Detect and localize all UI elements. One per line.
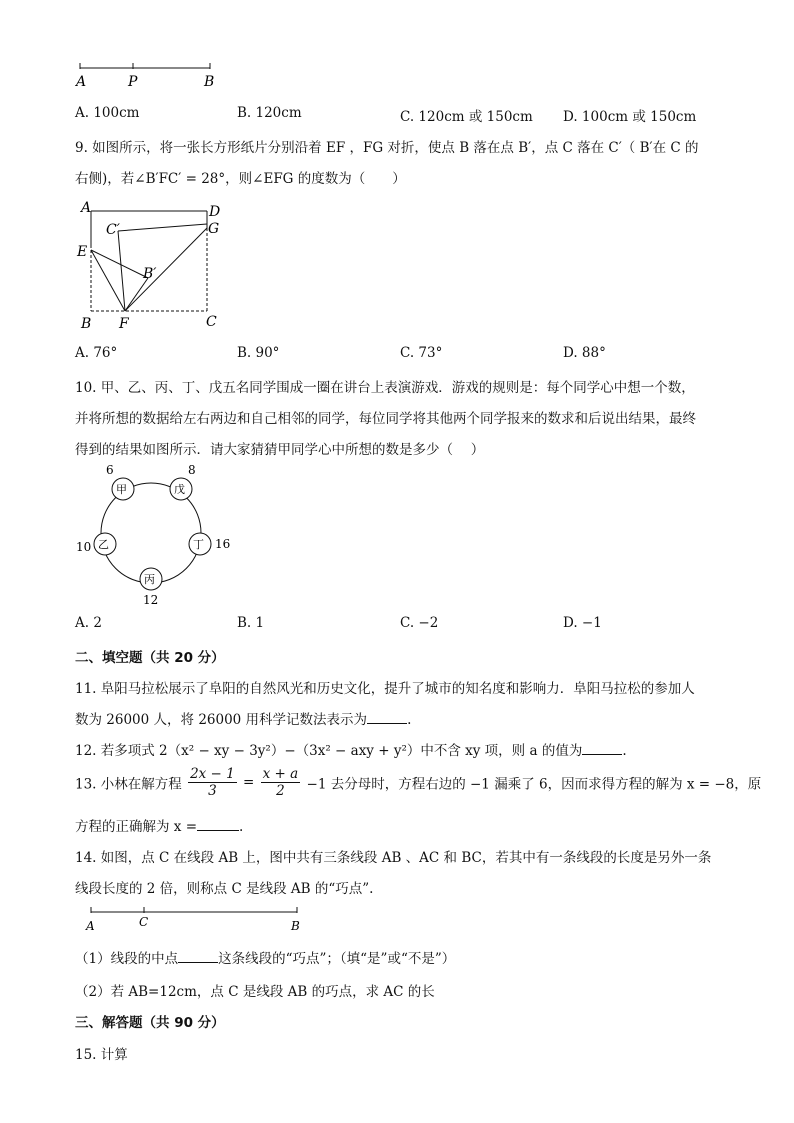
svg-text:丙: 丙 <box>144 573 155 586</box>
q14-line2: 线段长度的 2 倍，则称点 C 是线段 AB 的“巧点”. <box>75 881 374 897</box>
number-wu: 8 <box>188 463 196 477</box>
section-3-heading: 三、解答题（共 90 分） <box>75 1015 225 1031</box>
label-b: B <box>291 919 300 933</box>
node-yi <box>94 533 116 555</box>
q14-sub1: （1）线段的中点 这条线段的“巧点”；（填“是”或“不是”） <box>75 951 456 967</box>
label-d: D <box>209 204 221 220</box>
q9-option-b: B. 90° <box>237 345 280 361</box>
number-yi: 10 <box>76 540 92 554</box>
svg-text:戊: 戊 <box>174 483 185 496</box>
q10-option-a: A. 2 <box>75 615 102 631</box>
q8-option-c: C. 120cm 或 150cm <box>400 109 533 125</box>
q10-option-d: D. −1 <box>563 615 602 631</box>
number-jia: 6 <box>106 463 114 477</box>
q13-line2: 方程的正确解为 x = . <box>75 819 244 835</box>
svg-text:乙: 乙 <box>98 538 109 551</box>
label-e: E <box>77 244 88 260</box>
label-g: G <box>208 221 220 237</box>
node-ding <box>189 533 211 555</box>
q10-line1: 10. 甲、乙、丙、丁、戊五名同学围成一圈在讲台上表演游戏．游戏的规则是：每个同学心中想一个数， <box>75 380 695 396</box>
q10-option-b: B. 1 <box>237 615 265 631</box>
label-c: C <box>139 915 149 929</box>
label-b: B <box>81 316 92 332</box>
label-b: B <box>204 74 215 90</box>
label-b-prime: B′ <box>143 266 157 282</box>
q9-line2: 右侧)，若∠B′FC′ = 28°，则∠EFG 的度数为（ ） <box>75 171 406 187</box>
q9-line1: 9. 如图所示，将一张长方形纸片分别沿着 EF ，FG 对折，使点 B 落在点 B′，点 C 落在 C′（ B′在 C 的 <box>75 140 699 156</box>
q8-option-a: A. 100cm <box>75 105 140 121</box>
q9-option-c: C. 73° <box>400 345 443 361</box>
label-c: C <box>206 314 217 330</box>
q9-option-d: D. 88° <box>563 345 606 361</box>
number-bing: 12 <box>143 593 159 607</box>
q12-line: 12. 若多项式 2（x² − xy − 3y²）−（3x² − axy + y²）中不含 xy 项，则 a 的值为 . <box>75 743 627 759</box>
q8-option-d: D. 100cm 或 150cm <box>563 109 697 125</box>
section-2-heading: 二、填空题（共 20 分） <box>75 650 225 666</box>
svg-text:丁: 丁 <box>193 538 204 551</box>
q9-option-a: A. 76° <box>75 345 118 361</box>
label-p: P <box>128 74 138 90</box>
q8-option-b: B. 120cm <box>237 105 302 121</box>
label-f: F <box>119 316 129 332</box>
node-jia <box>112 478 134 500</box>
segment-figure-acb <box>80 904 320 934</box>
label-a: A <box>81 200 92 216</box>
q10-line3: 得到的结果如图所示．请大家猜猜甲同学心中所想的数是多少（ ） <box>75 442 485 458</box>
number-ding: 16 <box>215 537 231 551</box>
svg-text:甲: 甲 <box>116 483 127 496</box>
label-a: A <box>76 74 87 90</box>
node-bing <box>140 568 162 590</box>
q15-title: 15. 计算 <box>75 1047 128 1063</box>
node-wu <box>170 478 192 500</box>
fraction-2: $\frac{x + a}{2}$ <box>262 766 299 799</box>
q10-option-c: C. −2 <box>400 615 439 631</box>
segment-figure-apb <box>70 58 230 92</box>
student-circle-figure <box>70 462 240 610</box>
q13-line1: 13. 小林在解方程 $\frac{2x - 1}{3}$ = $\frac{x + a}{2}$ −1 去分母时，方程右边的 −1 漏乘了 6，因而求得方程的解为 x = −8，原 <box>75 766 762 799</box>
q14-line1: 14. 如图，点 C 在线段 AB 上，图中共有三条线段 AB 、AC 和 BC，若其中有一条线段的长度是另外一条 <box>75 850 712 866</box>
label-c-prime: C′ <box>106 222 120 238</box>
folding-figure <box>70 198 230 334</box>
label-a: A <box>86 919 95 933</box>
q10-line2: 并将所想的数据给左右两边和自己相邻的同学，每位同学将其他两个同学报来的数求和后说出结果，最终 <box>75 411 696 427</box>
fraction-1: $\frac{2x - 1}{3}$ <box>190 766 235 799</box>
q14-sub2: （2）若 AB=12cm，点 C 是线段 AB 的巧点，求 AC 的长 <box>75 984 435 1000</box>
q11-line2: 数为 26000 人，将 26000 用科学记数法表示为 . <box>75 712 412 728</box>
q11-line1: 11. 阜阳马拉松展示了阜阳的自然风光和历史文化，提升了城市的知名度和影响力．阜阳马拉松的参加人 <box>75 681 695 697</box>
